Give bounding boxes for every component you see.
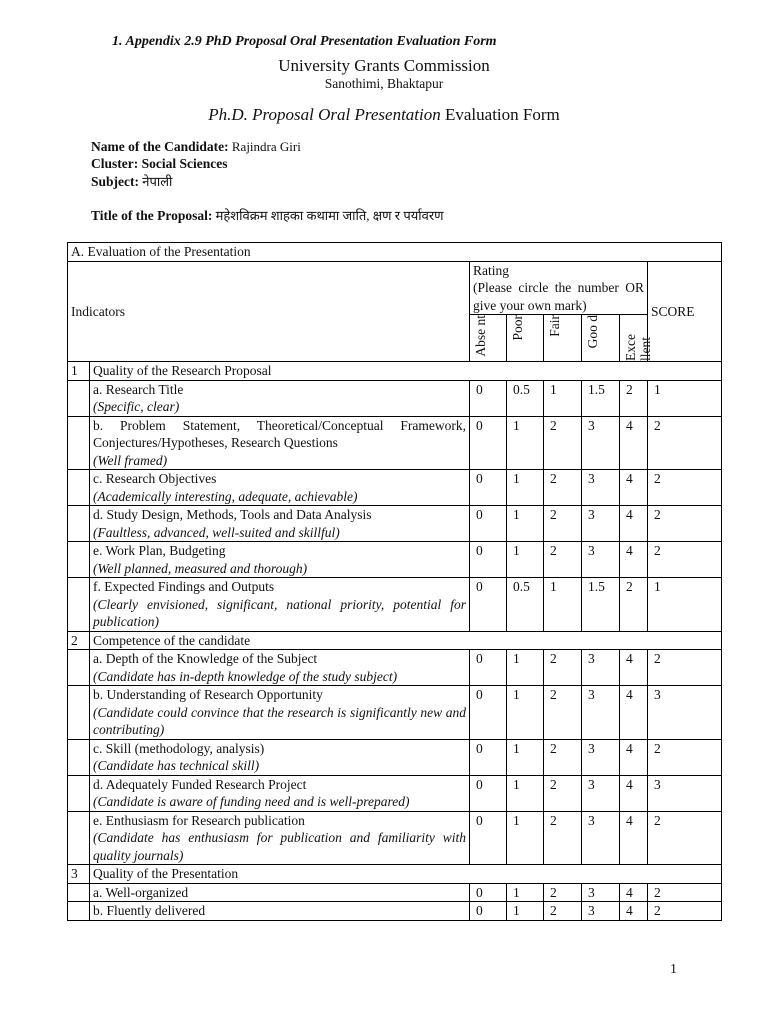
section-header: A. Evaluation of the Presentation: [68, 243, 722, 262]
indicator-label: e. Enthusiasm for Research publication: [93, 812, 305, 828]
indicator-criteria: (Candidate could convince that the research is significantly new and contributing): [93, 704, 466, 737]
rating-header: Rating (Please circle the number OR give your own mark): [470, 261, 648, 315]
rating-option[interactable]: 2: [544, 686, 582, 740]
rating-option[interactable]: 2: [544, 542, 582, 578]
indicator-description: [90, 578, 470, 632]
indicator-row: [68, 416, 722, 470]
indicator-row: [68, 506, 722, 542]
score-cell[interactable]: 2: [648, 470, 722, 506]
indicator-row: [68, 775, 722, 811]
proposal-title-label: Title of the Proposal:: [91, 208, 213, 223]
indicator-row: [68, 902, 722, 921]
score-cell[interactable]: 1: [648, 380, 722, 416]
indicator-number-cell: [68, 775, 90, 811]
score-cell[interactable]: 2: [648, 739, 722, 775]
score-cell[interactable]: 2: [648, 416, 722, 470]
rating-option[interactable]: 4: [620, 775, 648, 811]
rating-option[interactable]: 0: [470, 902, 507, 921]
rating-option[interactable]: 3: [582, 416, 620, 470]
rating-option[interactable]: 2: [544, 650, 582, 686]
organization-name: University Grants Commission: [278, 56, 490, 75]
rating-option[interactable]: 1: [507, 542, 544, 578]
score-cell[interactable]: 2: [648, 542, 722, 578]
indicator-row: [68, 542, 722, 578]
indicator-label: f. Expected Findings and Outputs: [93, 579, 275, 594]
rating-option[interactable]: 1: [507, 470, 544, 506]
rating-option[interactable]: 3: [582, 902, 620, 921]
rating-option[interactable]: 1: [507, 650, 544, 686]
indicator-number-cell: [68, 506, 90, 542]
score-cell[interactable]: 2: [648, 811, 722, 865]
indicator-description: [90, 883, 470, 902]
rating-option[interactable]: 0: [470, 775, 507, 811]
indicator-label: c. Research Objectives: [93, 471, 217, 486]
rating-column-header: Goo d: [582, 315, 620, 362]
group-number: 2: [68, 631, 90, 650]
indicator-label: b. Fluently delivered: [93, 903, 206, 918]
score-cell[interactable]: 2: [648, 650, 722, 686]
rating-option[interactable]: 4: [620, 470, 648, 506]
group-row: [68, 362, 722, 381]
indicator-criteria: (Candidate has enthusiasm for publication and familiarity with quality journals): [93, 830, 466, 863]
rating-option[interactable]: 2: [544, 775, 582, 811]
group-title: Competence of the candidate: [90, 631, 722, 650]
evaluation-table: [67, 242, 722, 921]
rating-option[interactable]: 2: [544, 739, 582, 775]
rating-option[interactable]: 4: [620, 883, 648, 902]
indicator-row: [68, 470, 722, 506]
score-cell[interactable]: 2: [648, 883, 722, 902]
indicator-description: [90, 416, 470, 470]
indicator-description: [90, 739, 470, 775]
indicator-description: [90, 380, 470, 416]
rating-option[interactable]: 2: [544, 506, 582, 542]
form-title: [0, 105, 768, 125]
group-title: Quality of the Research Proposal: [90, 362, 722, 381]
indicator-row: [68, 686, 722, 740]
rating-option[interactable]: 4: [620, 506, 648, 542]
cluster-label: Cluster: Social Sciences: [91, 156, 228, 171]
indicator-label: e. Work Plan, Budgeting: [93, 543, 226, 558]
rating-option[interactable]: 4: [620, 902, 648, 921]
score-header: SCORE: [648, 261, 722, 362]
indicator-description: [90, 506, 470, 542]
candidate-name-label: Name of the Candidate:: [91, 139, 229, 154]
indicator-label: b. Problem Statement, Theoretical/Conceptual Framework, Conjectures/Hypotheses, Research Questions: [93, 417, 466, 450]
score-cell[interactable]: 1: [648, 578, 722, 632]
rating-option[interactable]: 3: [582, 883, 620, 902]
indicator-label: d. Study Design, Methods, Tools and Data Analysis: [93, 507, 372, 522]
rating-option[interactable]: 0.5: [507, 578, 544, 632]
indicator-number-cell: [68, 883, 90, 902]
indicator-row: [68, 578, 722, 632]
rating-option[interactable]: 0: [470, 811, 507, 865]
rating-option[interactable]: 1: [507, 739, 544, 775]
rating-option[interactable]: 1: [507, 686, 544, 740]
rating-option[interactable]: 2: [544, 416, 582, 470]
rating-option[interactable]: 0.5: [507, 380, 544, 416]
rating-option[interactable]: 2: [544, 470, 582, 506]
group-row: [68, 865, 722, 884]
rating-option[interactable]: 1.5: [582, 380, 620, 416]
group-row: [68, 631, 722, 650]
indicator-number-cell: [68, 470, 90, 506]
rating-option[interactable]: 2: [544, 902, 582, 921]
rating-option[interactable]: 0: [470, 739, 507, 775]
indicator-row: [68, 811, 722, 865]
rating-option[interactable]: 0: [470, 542, 507, 578]
indicator-number-cell: [68, 380, 90, 416]
rating-column-header: Exce llent: [620, 315, 648, 362]
indicator-label: a. Research Title: [93, 381, 184, 397]
indicator-row: [68, 883, 722, 902]
indicator-number-cell: [68, 902, 90, 921]
rating-option[interactable]: 3: [582, 470, 620, 506]
proposal-title: [91, 206, 444, 224]
score-cell[interactable]: 2: [648, 506, 722, 542]
indicator-number-cell: [68, 686, 90, 740]
subject: [91, 172, 172, 190]
rating-option[interactable]: 1: [544, 578, 582, 632]
rating-option[interactable]: 4: [620, 739, 648, 775]
page-number: 1: [670, 962, 677, 977]
rating-column-header: Abse nt: [470, 315, 507, 362]
score-cell[interactable]: 3: [648, 775, 722, 811]
indicator-criteria: (Well framed): [93, 452, 168, 468]
rating-option[interactable]: 0: [470, 380, 507, 416]
rating-option[interactable]: 1.5: [582, 578, 620, 632]
rating-option[interactable]: 2: [544, 883, 582, 902]
indicator-number-cell: [68, 650, 90, 686]
rating-column-header: Fair: [544, 315, 582, 362]
rating-option[interactable]: 1: [544, 380, 582, 416]
indicator-number-cell: [68, 542, 90, 578]
score-cell[interactable]: 2: [648, 902, 722, 921]
rating-option[interactable]: 1: [507, 775, 544, 811]
indicator-row: [68, 739, 722, 775]
rating-column-header: Poor: [507, 315, 544, 362]
indicator-label: b. Understanding of Research Opportunity: [93, 687, 323, 702]
form-title-italic: Ph.D. Proposal Oral Presentation: [208, 105, 441, 124]
group-title: Quality of the Presentation: [90, 865, 722, 884]
indicator-description: [90, 650, 470, 686]
rating-option[interactable]: 1: [507, 883, 544, 902]
indicator-number-cell: [68, 578, 90, 632]
indicator-description: [90, 775, 470, 811]
indicator-label: d. Adequately Funded Research Project: [93, 776, 307, 792]
indicator-label: a. Well-organized: [93, 884, 189, 900]
indicator-criteria: (Candidate has technical skill): [93, 758, 260, 773]
rating-option[interactable]: 3: [582, 506, 620, 542]
score-cell[interactable]: 3: [648, 686, 722, 740]
candidate-name-value: Rajindra Giri: [228, 139, 301, 154]
indicator-criteria: (Candidate has in-depth knowledge of the study subject): [93, 668, 398, 684]
rating-option[interactable]: 0: [470, 650, 507, 686]
cluster: [91, 156, 227, 172]
rating-option[interactable]: 4: [620, 686, 648, 740]
indicator-number-cell: [68, 811, 90, 865]
indicator-criteria: (Faultless, advanced, well-suited and skillful): [93, 524, 340, 540]
indicator-number-cell: [68, 739, 90, 775]
rating-option[interactable]: 0: [470, 883, 507, 902]
group-number: 3: [68, 865, 90, 884]
indicator-label: c. Skill (methodology, analysis): [93, 740, 265, 756]
indicator-criteria: (Specific, clear): [93, 399, 180, 414]
indicator-criteria: (Candidate is aware of funding need and is well-prepared): [93, 794, 410, 809]
rating-option[interactable]: 4: [620, 416, 648, 470]
rating-option[interactable]: 2: [620, 578, 648, 632]
rating-option[interactable]: 2: [620, 380, 648, 416]
indicator-description: [90, 686, 470, 740]
indicator-criteria: (Academically interesting, adequate, achievable): [93, 488, 358, 504]
form-title-plain: Evaluation Form: [440, 105, 560, 124]
rating-option[interactable]: 1: [507, 416, 544, 470]
indicator-description: [90, 811, 470, 865]
indicators-header: Indicators: [68, 261, 470, 362]
rating-option[interactable]: 3: [582, 686, 620, 740]
rating-option[interactable]: 3: [582, 650, 620, 686]
subject-value: नेपाली: [139, 174, 173, 189]
group-number: 1: [68, 362, 90, 381]
rating-option[interactable]: 0: [470, 470, 507, 506]
organization-address: Sanothimi, Bhaktapur: [324, 76, 444, 91]
rating-option[interactable]: 0: [470, 416, 507, 470]
rating-option[interactable]: 2: [544, 811, 582, 865]
rating-option[interactable]: 3: [582, 542, 620, 578]
rating-option[interactable]: 1: [507, 811, 544, 865]
subject-label: Subject:: [91, 174, 139, 189]
indicator-row: [68, 380, 722, 416]
candidate-name: [91, 139, 301, 155]
rating-option[interactable]: 0: [470, 578, 507, 632]
rating-option[interactable]: 1: [507, 902, 544, 921]
rating-option[interactable]: 3: [582, 775, 620, 811]
indicator-label: a. Depth of the Knowledge of the Subject: [93, 651, 318, 666]
indicator-criteria: (Clearly envisioned, significant, national priority, potential for publication): [93, 596, 466, 629]
proposal-title-value: महेशविक्रम शाहका कथामा जाति, क्षण र पर्यावरण: [212, 208, 444, 223]
rating-option[interactable]: 1: [507, 506, 544, 542]
appendix-title: 1. Appendix 2.9 PhD Proposal Oral Presentation Evaluation Form: [112, 34, 497, 49]
indicator-row: [68, 650, 722, 686]
rating-option[interactable]: 4: [620, 811, 648, 865]
indicator-number-cell: [68, 416, 90, 470]
rating-option[interactable]: 3: [582, 811, 620, 865]
rating-option[interactable]: 0: [470, 686, 507, 740]
indicator-description: [90, 902, 470, 921]
rating-option[interactable]: 4: [620, 650, 648, 686]
indicator-description: [90, 470, 470, 506]
rating-option[interactable]: 4: [620, 542, 648, 578]
rating-option[interactable]: 0: [470, 506, 507, 542]
indicator-description: [90, 542, 470, 578]
rating-option[interactable]: 3: [582, 739, 620, 775]
indicator-criteria: (Well planned, measured and thorough): [93, 560, 308, 576]
